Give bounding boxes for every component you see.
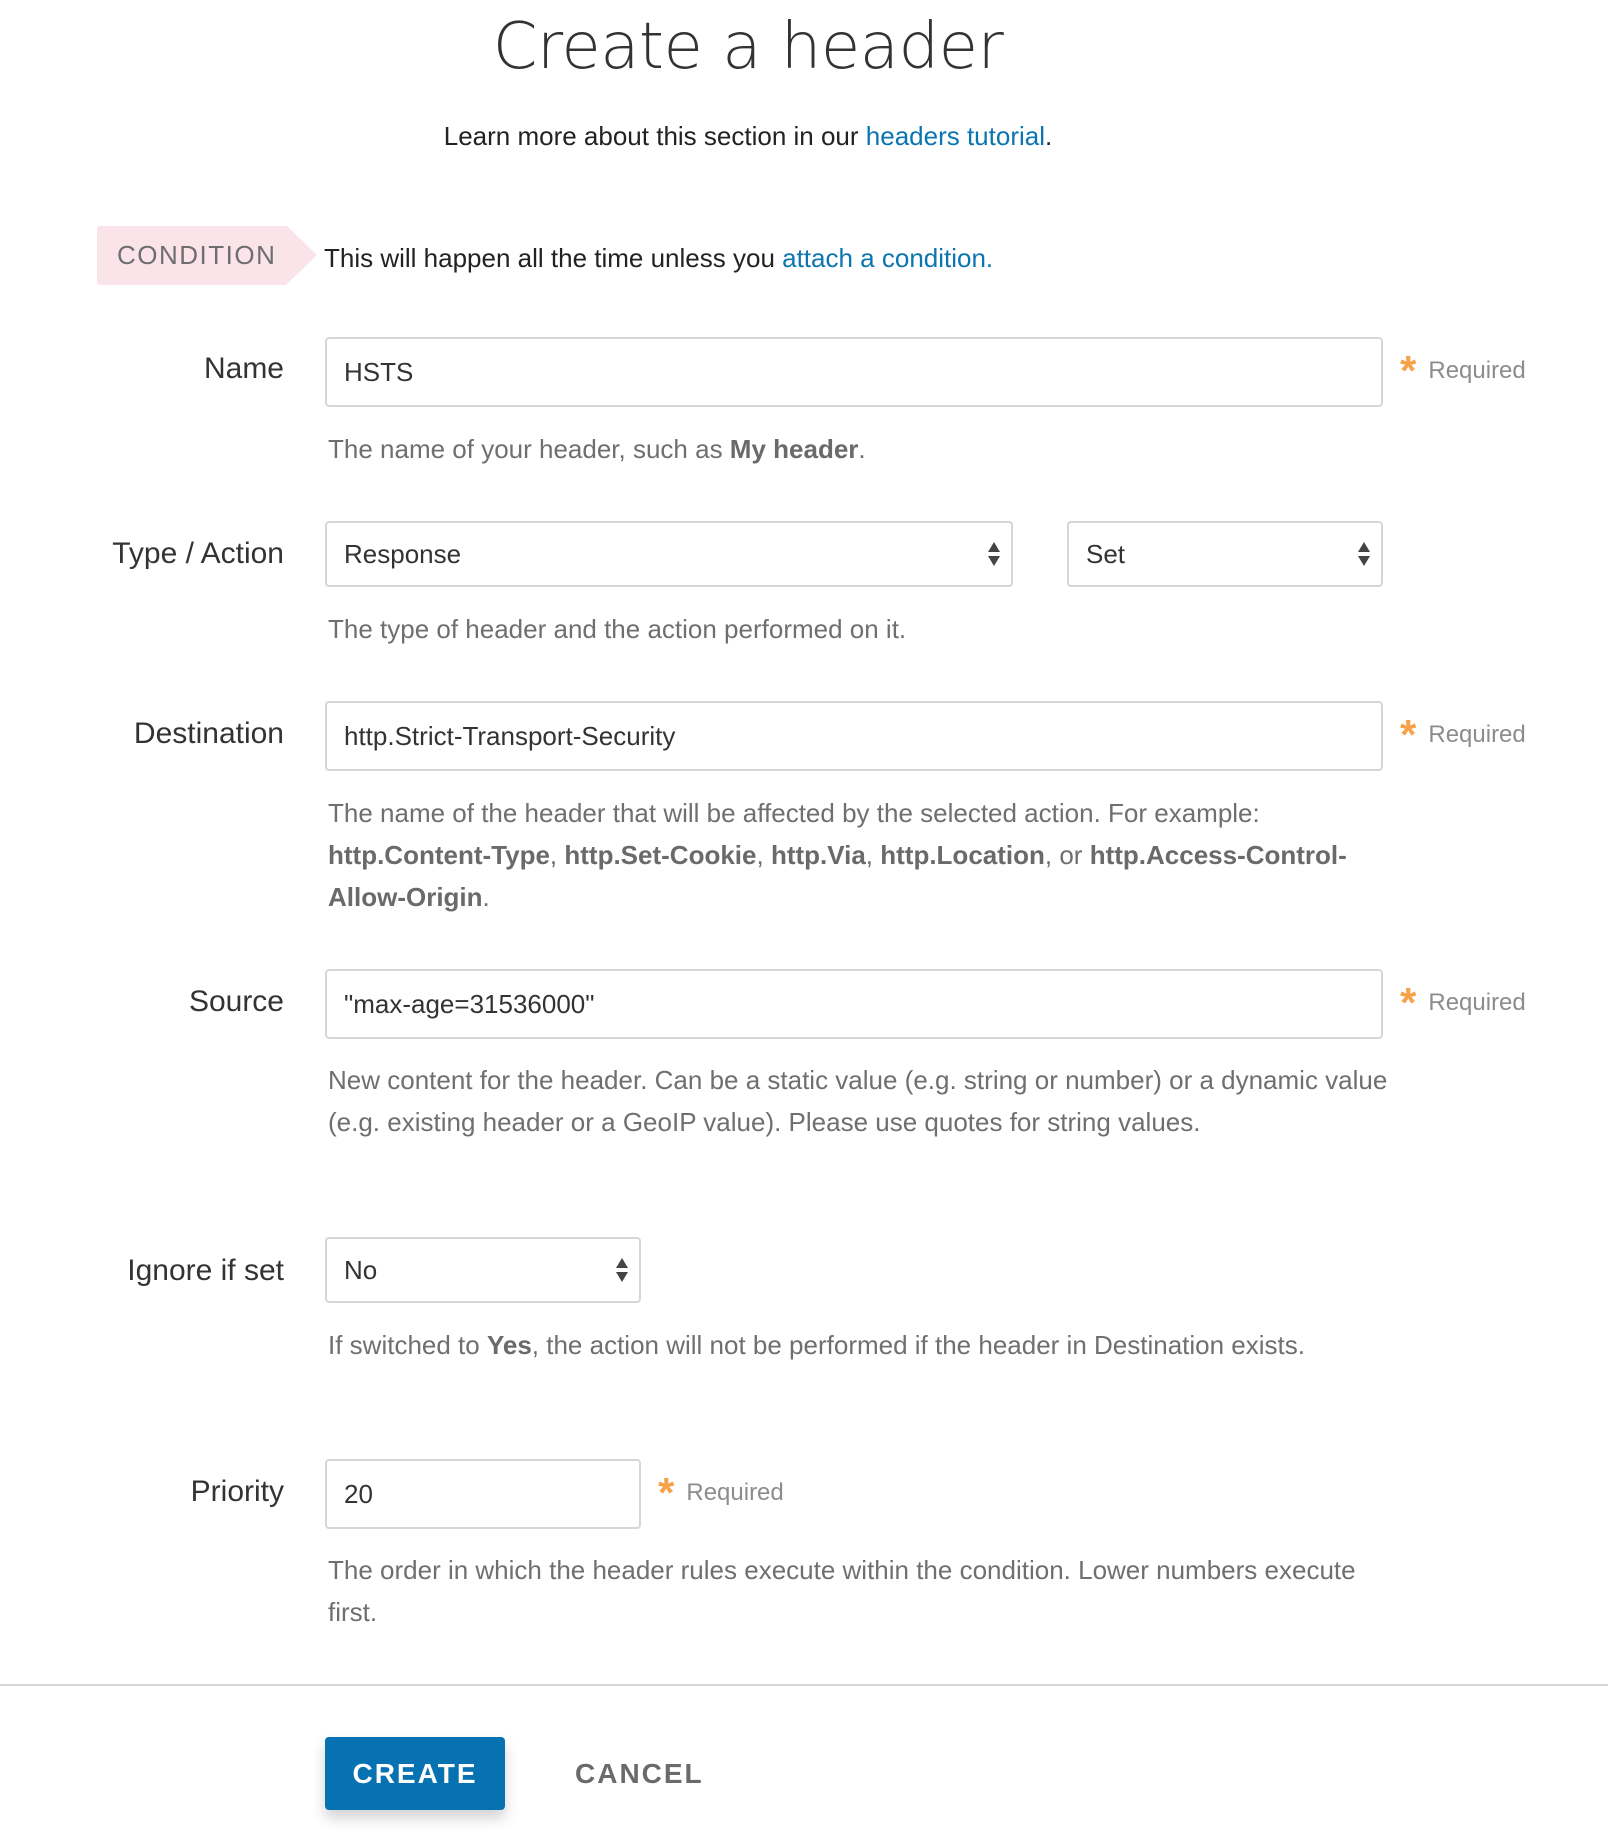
subtitle-suffix: . — [1045, 121, 1053, 151]
type-select[interactable] — [325, 521, 1013, 587]
page-title: Create a header — [492, 10, 1004, 84]
separator: , — [549, 840, 565, 870]
required-star-icon: * — [658, 1469, 675, 1516]
destination-help-suffix: . — [482, 882, 490, 912]
condition-badge-label: CONDITION — [117, 240, 277, 270]
name-input[interactable] — [325, 337, 1383, 407]
name-help-text: The name of your header, such as — [328, 434, 730, 464]
priority-label: Priority — [190, 1475, 284, 1508]
select-arrows-icon — [615, 1256, 629, 1284]
required-text: Required — [1428, 357, 1526, 384]
priority-required — [658, 1469, 784, 1516]
action-select-value: Set — [1086, 538, 1126, 569]
ignore-help-suffix: , the action will not be performed if the header in Destination exists. — [531, 1330, 1305, 1360]
example-access-control: http.Access-Control-Allow-Origin — [328, 840, 1347, 912]
type-select-value: Response — [344, 538, 462, 569]
priority-input-value: 20 — [344, 1478, 373, 1509]
footer-divider — [0, 1684, 1608, 1686]
destination-input-value: http.Strict-Transport-Security — [344, 720, 676, 751]
destination-label: Destination — [133, 717, 284, 750]
name-help-example: My header — [729, 434, 859, 464]
example-set-cookie: http.Set-Cookie — [564, 840, 757, 870]
ignore-help-text: If switched to — [328, 1330, 487, 1360]
ignore-if-set-help — [328, 1324, 1388, 1366]
source-label: Source — [188, 985, 284, 1018]
required-star-icon: * — [1400, 711, 1417, 758]
ignore-help-yes: Yes — [486, 1330, 532, 1360]
ignore-if-set-value: No — [344, 1254, 378, 1285]
required-text: Required — [686, 1479, 784, 1506]
destination-input[interactable] — [325, 701, 1383, 771]
required-text: Required — [1428, 721, 1526, 748]
condition-text-prefix: This will happen all the time unless you — [324, 243, 783, 273]
action-select[interactable] — [1067, 521, 1383, 587]
name-required — [1400, 347, 1526, 394]
cancel-button[interactable]: CANCEL — [575, 1757, 704, 1789]
destination-help-text: The name of the header that will be affected by the selected action. For example: — [328, 798, 1260, 828]
name-help-suffix: . — [858, 434, 866, 464]
select-arrows-icon — [987, 540, 1001, 568]
source-input-value: "max-age=31536000" — [344, 988, 595, 1019]
page-subtitle — [0, 121, 1496, 152]
destination-required — [1400, 711, 1526, 758]
separator: , — [865, 840, 881, 870]
attach-condition-link[interactable]: attach a condition. — [782, 243, 994, 273]
destination-help — [328, 792, 1388, 918]
condition-text — [324, 243, 993, 274]
required-star-icon: * — [1400, 979, 1417, 1026]
priority-input[interactable] — [325, 1459, 641, 1529]
separator-or: , or — [1044, 840, 1090, 870]
name-help — [328, 428, 1388, 470]
type-action-help: The type of header and the action performed on it. — [328, 614, 907, 644]
type-action-label: Type / Action — [112, 537, 284, 570]
example-content-type: http.Content-Type — [328, 840, 550, 870]
ignore-if-set-label: Ignore if set — [127, 1254, 284, 1287]
select-arrows-icon — [1357, 540, 1371, 568]
source-required — [1400, 979, 1526, 1026]
required-star-icon: * — [1400, 347, 1417, 394]
headers-tutorial-link[interactable]: headers tutorial — [865, 121, 1046, 151]
condition-badge — [97, 226, 287, 285]
priority-help: The order in which the header rules execute within the condition. Lower numbers execute first. — [328, 1555, 1356, 1627]
name-label: Name — [203, 352, 284, 385]
source-help: New content for the header. Can be a static value (e.g. string or number) or a dynamic value (e.g. existing header or a GeoIP value). Please use quotes for string values. — [328, 1065, 1388, 1137]
separator: , — [756, 840, 771, 870]
ignore-if-set-select[interactable] — [325, 1237, 641, 1303]
example-via: http.Via — [770, 840, 866, 870]
source-input[interactable] — [325, 969, 1383, 1039]
example-location: http.Location — [880, 840, 1045, 870]
create-button[interactable]: CREATE — [325, 1737, 505, 1810]
required-text: Required — [1428, 989, 1526, 1016]
subtitle-text: Learn more about this section in our — [443, 121, 866, 151]
name-input-value: HSTS — [344, 356, 414, 387]
